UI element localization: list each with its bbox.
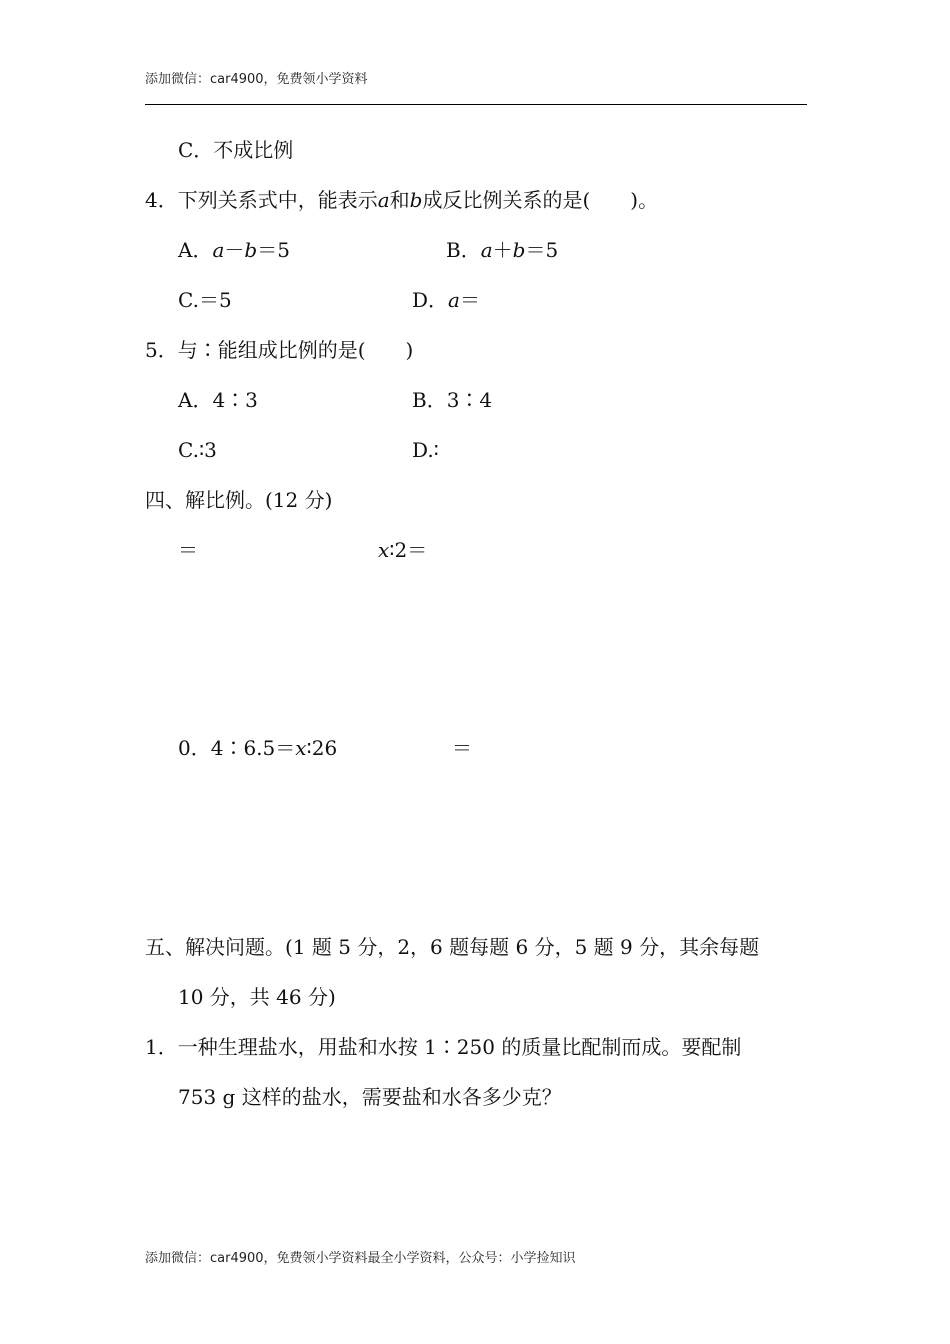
- q5-option-c: C.∶3: [178, 438, 217, 462]
- q4-option-d: [412, 287, 480, 313]
- q4-option-a: [178, 237, 290, 263]
- section4-equation-3: [178, 735, 337, 761]
- section5-problem-1-line-1: 1．一种生理盐水，用盐和水按 1∶250 的质量比配制而成。要配制: [145, 1035, 742, 1059]
- q4-var-b: b: [409, 188, 423, 212]
- header-divider: [145, 104, 807, 105]
- q5-stem: 5．与∶能组成比例的是( ): [145, 338, 414, 362]
- section5-title-line-1: 五、解决问题。(1 题 5 分，2，6 题每题 6 分，5 题 9 分，其余每题: [145, 935, 760, 959]
- section4-equation-3-right: ∶26: [306, 736, 338, 760]
- q4-option-d-label: D．: [412, 288, 449, 312]
- q4-option-a-op: －: [224, 238, 245, 262]
- q4-var-a: a: [377, 188, 390, 212]
- section4-equation-4: ＝: [452, 736, 472, 760]
- section4-equation-3-x: x: [295, 736, 307, 760]
- q4-option-b-var-b: b: [512, 238, 526, 262]
- section5-problem-1-line-2: 753 g 这样的盐水，需要盐和水各多少克？: [178, 1085, 562, 1109]
- section4-equation-2-rest: ∶2＝: [389, 538, 428, 562]
- q4-option-b-var-a: a: [480, 238, 493, 262]
- q4-stem: [145, 187, 658, 213]
- q4-stem-prefix: 4．下列关系式中，能表示: [145, 188, 378, 212]
- section4-equation-2-x: x: [378, 538, 390, 562]
- section4-equation-3-left: 0．4∶6.5＝: [178, 736, 296, 760]
- q4-option-a-label: A．: [178, 238, 213, 262]
- section5-title-line-2: 10 分，共 46 分): [178, 985, 336, 1009]
- q4-stem-mid: 和: [389, 188, 410, 212]
- q5-option-a: A．4∶3: [178, 388, 258, 412]
- q3-option-c: C．不成比例: [178, 138, 294, 162]
- q4-stem-suffix: 成反比例关系的是( )。: [422, 188, 659, 212]
- q4-option-b: [446, 237, 558, 263]
- page-footer: 添加微信：car4900，免费领小学资料最全小学资料，公众号：小学捡知识: [145, 1251, 576, 1266]
- q4-option-a-var-a: a: [212, 238, 225, 262]
- q4-option-b-rest: ＝5: [525, 238, 559, 262]
- q4-option-c: C.＝5: [178, 288, 232, 312]
- section4-equation-2: [378, 537, 427, 563]
- page-header: 添加微信：car4900，免费领小学资料: [145, 72, 368, 87]
- section4-title: 四、解比例。(12 分): [145, 488, 333, 512]
- q4-option-b-op: ＋: [492, 238, 513, 262]
- q4-option-a-rest: ＝5: [257, 238, 290, 262]
- q5-option-b: B．3∶4: [412, 388, 493, 412]
- section4-equation-1: ＝: [178, 538, 198, 562]
- q4-option-b-label: B．: [446, 238, 481, 262]
- q4-option-d-rest: ＝: [459, 288, 480, 312]
- q4-option-a-var-b: b: [244, 238, 258, 262]
- q4-option-d-var-a: a: [448, 288, 460, 312]
- q5-option-d: D.∶: [412, 438, 439, 462]
